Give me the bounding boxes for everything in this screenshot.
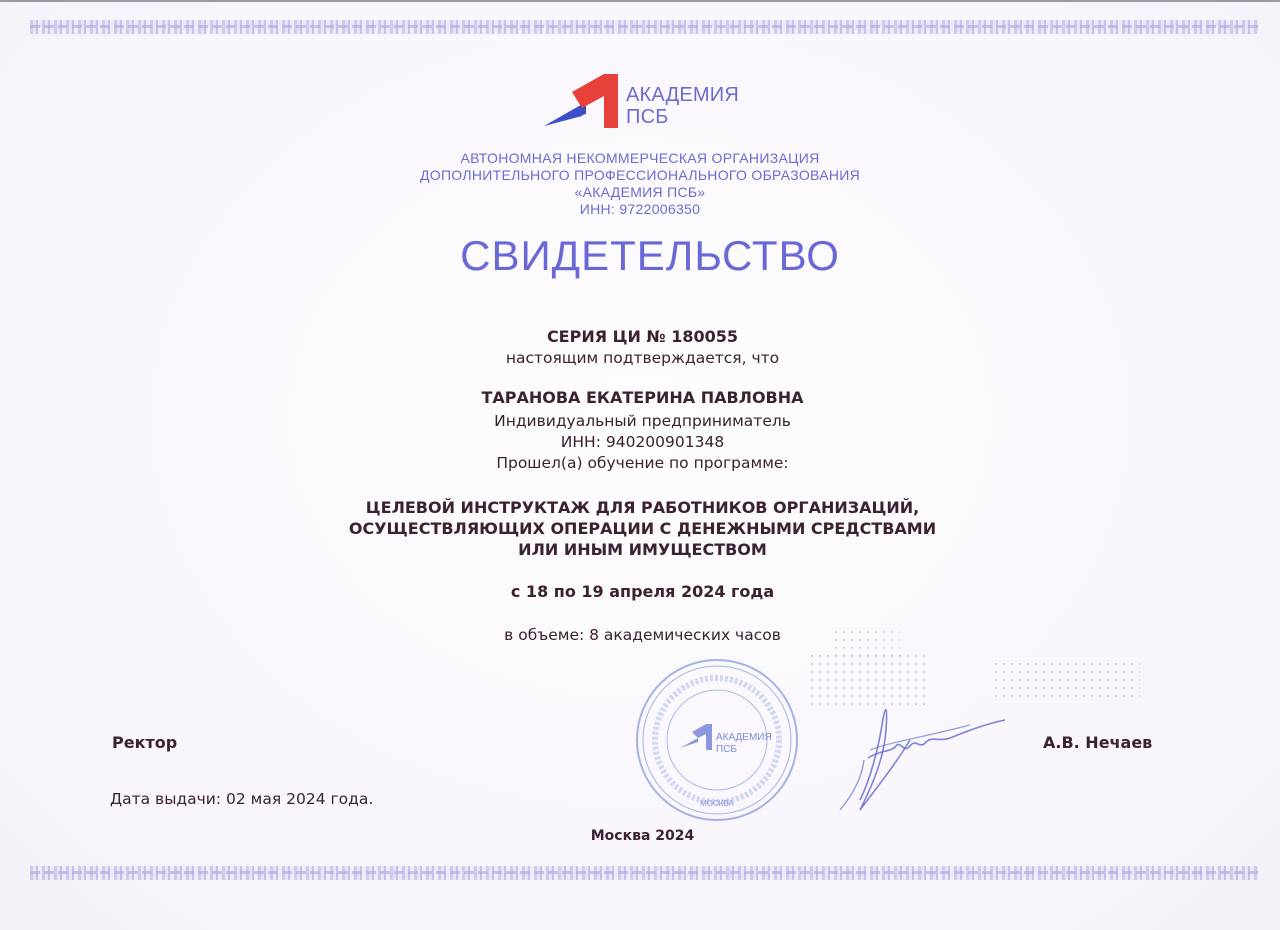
svg-text:ПСБ: ПСБ (716, 744, 737, 755)
confirmation-text: настоящим подтверждается, что (505, 349, 780, 367)
training-volume: в объеме: 8 академических часов (504, 626, 781, 644)
program-title (0, 497, 1280, 560)
logo-wordmark (626, 84, 739, 128)
program-line-2: ОСУЩЕСТВЛЯЮЩИХ ОПЕРАЦИИ С ДЕНЕЖНЫМИ СРЕДСТВАМИ (348, 519, 937, 538)
completion-text: Прошел(а) обучение по программе: (496, 454, 789, 472)
bottom-ornament-border (30, 866, 1258, 880)
top-edge-rule (0, 0, 1280, 2)
issue-date: Дата выдачи: 02 мая 2024 года. (110, 790, 374, 808)
svg-text:МОСКВА: МОСКВА (700, 799, 734, 808)
org-line-3: «АКАДЕМИЯ ПСБ» (574, 184, 706, 200)
signatory-role: Ректор (112, 733, 178, 752)
handwritten-signature (800, 680, 1040, 820)
program-line-1: ЦЕЛЕВОЙ ИНСТРУКТАЖ ДЛЯ РАБОТНИКОВ ОРГАНИЗАЦИЙ, (365, 498, 920, 517)
official-stamp-icon (632, 656, 802, 824)
org-inn: ИНН: 9722006350 (579, 201, 701, 217)
recipient-occupation: Индивидуальный предприниматель (494, 412, 791, 430)
certificate-title: СВИДЕТЕЛЬСТВО (460, 232, 840, 279)
training-dates: с 18 по 19 апреля 2024 года (510, 582, 775, 601)
org-line-1: АВТОНОМНАЯ НЕКОММЕРЧЕСКАЯ ОРГАНИЗАЦИЯ (460, 150, 820, 166)
recipient-name: ТАРАНОВА ЕКАТЕРИНА ПАВЛОВНА (481, 388, 804, 407)
svg-text:АКАДЕМИЯ: АКАДЕМИЯ (716, 732, 772, 743)
city-year: Москва 2024 (590, 828, 695, 844)
program-line-3: ИЛИ ИНЫМ ИМУЩЕСТВОМ (518, 540, 767, 559)
org-line-2: ДОПОЛНИТЕЛЬНОГО ПРОФЕССИОНАЛЬНОГО ОБРАЗОВАНИЯ (419, 167, 861, 183)
top-ornament-border (30, 20, 1258, 34)
organization-header (0, 150, 1280, 218)
recipient-inn: ИНН: 940200901348 (560, 433, 725, 451)
signatory-name: А.В. Нечаев (1043, 733, 1153, 752)
logo-line-2: ПСБ (626, 106, 669, 128)
certificate-serial: СЕРИЯ ЦИ № 180055 (546, 327, 739, 346)
logo-line-1: АКАДЕМИЯ (626, 84, 739, 106)
